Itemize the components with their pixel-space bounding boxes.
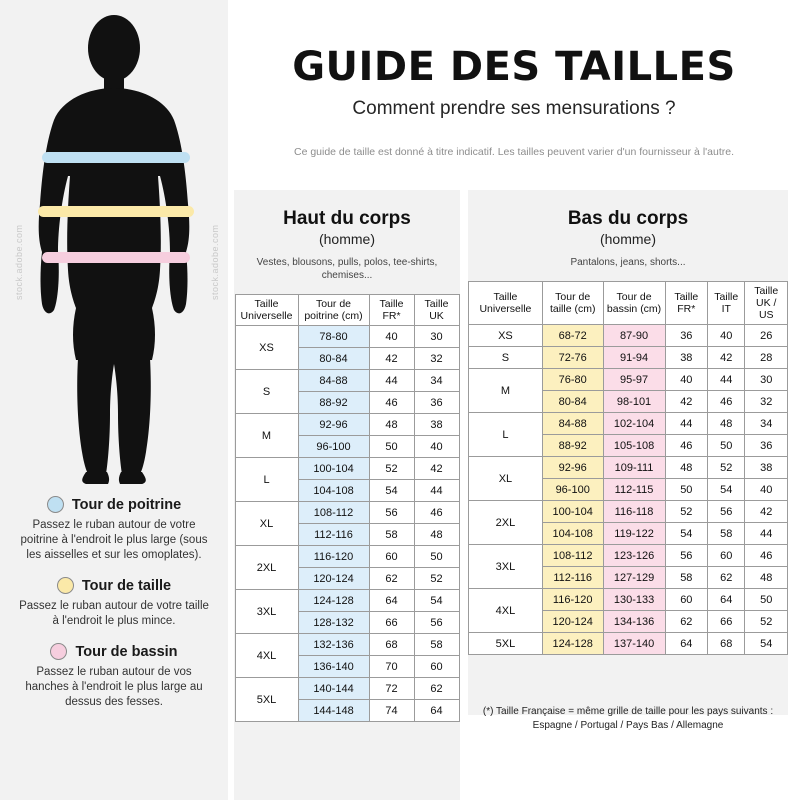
cell-fr: 36 bbox=[665, 325, 707, 347]
hip-measure-band bbox=[42, 252, 190, 263]
cell-chest: 78-80 bbox=[298, 326, 369, 348]
col-it: Taille IT bbox=[708, 282, 745, 325]
cell-uk: 58 bbox=[414, 634, 459, 656]
cell-fr: 62 bbox=[369, 568, 414, 590]
col-uk-us: Taille UK / US bbox=[745, 282, 788, 325]
cell-it: 48 bbox=[708, 413, 745, 435]
cell-it: 58 bbox=[708, 523, 745, 545]
table-row bbox=[469, 457, 788, 479]
cell-chest: 124-128 bbox=[298, 590, 369, 612]
cell-fr: 60 bbox=[369, 546, 414, 568]
hip-color-dot-icon bbox=[50, 643, 67, 660]
cell-chest: 140-144 bbox=[298, 678, 369, 700]
table-row bbox=[235, 458, 459, 480]
table-row bbox=[235, 326, 459, 348]
cell-hip: 116-118 bbox=[603, 501, 665, 523]
cell-fr: 56 bbox=[665, 545, 707, 567]
col-fr: Taille FR* bbox=[665, 282, 707, 325]
cell-chest: 128-132 bbox=[298, 612, 369, 634]
cell-size: L bbox=[235, 458, 298, 502]
waist-color-dot-icon bbox=[57, 577, 74, 594]
table-row bbox=[235, 370, 459, 392]
cell-size: M bbox=[235, 414, 298, 458]
cell-fr: 40 bbox=[369, 326, 414, 348]
cell-size: XS bbox=[469, 325, 543, 347]
cell-fr: 56 bbox=[369, 502, 414, 524]
cell-uk-us: 36 bbox=[745, 435, 788, 457]
cell-fr: 74 bbox=[369, 700, 414, 722]
cell-it: 42 bbox=[708, 347, 745, 369]
cell-uk: 64 bbox=[414, 700, 459, 722]
cell-fr: 52 bbox=[369, 458, 414, 480]
cell-fr: 50 bbox=[369, 436, 414, 458]
lower-body-panel-head bbox=[468, 190, 788, 269]
cell-uk-us: 42 bbox=[745, 501, 788, 523]
cell-fr: 40 bbox=[665, 369, 707, 391]
watermark-left: stock.adobe.com bbox=[14, 224, 24, 300]
cell-uk: 56 bbox=[414, 612, 459, 634]
cell-hip: 102-104 bbox=[603, 413, 665, 435]
legend-item-waist bbox=[16, 577, 212, 629]
cell-it: 60 bbox=[708, 545, 745, 567]
disclaimer-text: Ce guide de taille est donné à titre indicatif. Les tailles peuvent varier d'un fournisseur à l'autre. bbox=[293, 146, 734, 158]
table-header-row bbox=[469, 282, 788, 325]
cell-fr: 42 bbox=[665, 391, 707, 413]
cell-uk-us: 48 bbox=[745, 567, 788, 589]
cell-hip: 137-140 bbox=[603, 633, 665, 655]
cell-uk: 60 bbox=[414, 656, 459, 678]
cell-uk-us: 46 bbox=[745, 545, 788, 567]
cell-uk-us: 38 bbox=[745, 457, 788, 479]
cell-waist: 116-120 bbox=[542, 589, 603, 611]
cell-fr: 64 bbox=[665, 633, 707, 655]
cell-fr: 42 bbox=[369, 348, 414, 370]
cell-uk: 48 bbox=[414, 524, 459, 546]
table-row bbox=[235, 634, 459, 656]
cell-uk-us: 32 bbox=[745, 391, 788, 413]
cell-chest: 100-104 bbox=[298, 458, 369, 480]
cell-uk: 50 bbox=[414, 546, 459, 568]
cell-hip: 105-108 bbox=[603, 435, 665, 457]
col-waist: Tour de taille (cm) bbox=[542, 282, 603, 325]
cell-size: M bbox=[469, 369, 543, 413]
cell-size: 4XL bbox=[469, 589, 543, 633]
cell-hip: 91-94 bbox=[603, 347, 665, 369]
cell-uk-us: 40 bbox=[745, 479, 788, 501]
cell-fr: 48 bbox=[665, 457, 707, 479]
col-uk: Taille UK bbox=[414, 295, 459, 326]
cell-size: 5XL bbox=[235, 678, 298, 722]
cell-size: XS bbox=[235, 326, 298, 370]
col-fr: Taille FR* bbox=[369, 295, 414, 326]
cell-chest: 84-88 bbox=[298, 370, 369, 392]
cell-waist: 76-80 bbox=[542, 369, 603, 391]
cell-uk-us: 50 bbox=[745, 589, 788, 611]
page-subtitle: Comment prendre ses mensurations ? bbox=[352, 98, 676, 119]
cell-it: 50 bbox=[708, 435, 745, 457]
cell-size: 4XL bbox=[235, 634, 298, 678]
legend-desc-chest: Passez le ruban autour de votre poitrine à l'endroit le plus large (sous les aisselles et sur les omoplates). bbox=[20, 519, 208, 561]
legend-head-waist bbox=[16, 577, 212, 594]
cell-fr: 66 bbox=[369, 612, 414, 634]
cell-hip: 123-126 bbox=[603, 545, 665, 567]
table-row bbox=[235, 678, 459, 700]
lower-body-note: Pantalons, jeans, shorts... bbox=[570, 257, 686, 268]
cell-waist: 120-124 bbox=[542, 611, 603, 633]
legend-desc-waist: Passez le ruban autour de votre taille à l'endroit le plus mince. bbox=[19, 600, 209, 627]
cell-fr: 38 bbox=[665, 347, 707, 369]
lower-body-subtitle: (homme) bbox=[599, 231, 656, 247]
legend-head-hip bbox=[16, 643, 212, 660]
lower-body-panel bbox=[468, 190, 788, 715]
cell-uk-us: 28 bbox=[745, 347, 788, 369]
table-row bbox=[469, 369, 788, 391]
cell-fr: 58 bbox=[665, 567, 707, 589]
cell-chest: 116-120 bbox=[298, 546, 369, 568]
cell-hip: 127-129 bbox=[603, 567, 665, 589]
silhouette-figure bbox=[0, 0, 228, 492]
cell-size: 3XL bbox=[469, 545, 543, 589]
cell-it: 64 bbox=[708, 589, 745, 611]
table-row bbox=[469, 325, 788, 347]
cell-size: 3XL bbox=[235, 590, 298, 634]
page-title: GUIDE DES TAILLES bbox=[292, 44, 736, 90]
table-row bbox=[469, 413, 788, 435]
legend-head-chest bbox=[16, 496, 212, 513]
cell-fr: 62 bbox=[665, 611, 707, 633]
cell-fr: 54 bbox=[665, 523, 707, 545]
cell-it: 62 bbox=[708, 567, 745, 589]
page-header bbox=[228, 0, 800, 158]
cell-uk: 40 bbox=[414, 436, 459, 458]
cell-waist: 100-104 bbox=[542, 501, 603, 523]
cell-uk: 34 bbox=[414, 370, 459, 392]
table-row bbox=[469, 501, 788, 523]
cell-chest: 80-84 bbox=[298, 348, 369, 370]
cell-size: S bbox=[235, 370, 298, 414]
legend-desc-hip: Passez le ruban autour de vos hanches à l'endroit le plus large au dessus des fesses. bbox=[25, 666, 203, 708]
table-row bbox=[235, 546, 459, 568]
cell-chest: 132-136 bbox=[298, 634, 369, 656]
cell-uk: 54 bbox=[414, 590, 459, 612]
legend-title-waist: Tour de taille bbox=[81, 577, 172, 594]
cell-uk: 30 bbox=[414, 326, 459, 348]
cell-uk: 44 bbox=[414, 480, 459, 502]
legend-title-chest: Tour de poitrine bbox=[71, 496, 182, 513]
measurement-legend bbox=[0, 492, 228, 710]
cell-uk: 46 bbox=[414, 502, 459, 524]
cell-waist: 88-92 bbox=[542, 435, 603, 457]
cell-size: XL bbox=[469, 457, 543, 501]
col-universal-size: Taille Universelle bbox=[469, 282, 543, 325]
cell-uk-us: 44 bbox=[745, 523, 788, 545]
table-row bbox=[469, 589, 788, 611]
cell-fr: 72 bbox=[369, 678, 414, 700]
table-header-row bbox=[235, 295, 459, 326]
legend-title-hip: Tour de bassin bbox=[75, 643, 178, 660]
cell-fr: 52 bbox=[665, 501, 707, 523]
cell-size: 5XL bbox=[469, 633, 543, 655]
col-chest: Tour de poitrine (cm) bbox=[298, 295, 369, 326]
cell-uk-us: 52 bbox=[745, 611, 788, 633]
cell-uk-us: 26 bbox=[745, 325, 788, 347]
cell-uk-us: 34 bbox=[745, 413, 788, 435]
upper-body-panel-head bbox=[234, 190, 460, 282]
cell-size: S bbox=[469, 347, 543, 369]
cell-waist: 92-96 bbox=[542, 457, 603, 479]
cell-waist: 80-84 bbox=[542, 391, 603, 413]
table-row bbox=[469, 633, 788, 655]
cell-uk: 36 bbox=[414, 392, 459, 414]
upper-body-note: Vestes, blousons, pulls, polos, tee-shirts, chemises... bbox=[256, 257, 438, 281]
upper-body-title: Haut du corps bbox=[283, 208, 411, 229]
table-row bbox=[469, 347, 788, 369]
table-row bbox=[469, 545, 788, 567]
lower-body-table-body bbox=[469, 325, 788, 655]
cell-it: 66 bbox=[708, 611, 745, 633]
cell-chest: 104-108 bbox=[298, 480, 369, 502]
cell-fr: 58 bbox=[369, 524, 414, 546]
watermark-right: stock.adobe.com bbox=[210, 224, 220, 300]
cell-fr: 50 bbox=[665, 479, 707, 501]
cell-hip: 119-122 bbox=[603, 523, 665, 545]
table-row bbox=[235, 590, 459, 612]
cell-it: 44 bbox=[708, 369, 745, 391]
cell-hip: 87-90 bbox=[603, 325, 665, 347]
waist-measure-band bbox=[38, 206, 194, 217]
table-row bbox=[235, 502, 459, 524]
cell-fr: 64 bbox=[369, 590, 414, 612]
footnote-text: (*) Taille Française = même grille de taille pour les pays suivants : Espagne / Portugal / Pays Bas / Allemagne bbox=[482, 706, 774, 731]
col-hip: Tour de bassin (cm) bbox=[603, 282, 665, 325]
cell-it: 54 bbox=[708, 479, 745, 501]
cell-chest: 120-124 bbox=[298, 568, 369, 590]
cell-hip: 134-136 bbox=[603, 611, 665, 633]
cell-uk: 32 bbox=[414, 348, 459, 370]
cell-fr: 46 bbox=[369, 392, 414, 414]
upper-body-table-body bbox=[235, 326, 459, 722]
cell-fr: 44 bbox=[665, 413, 707, 435]
cell-fr: 54 bbox=[369, 480, 414, 502]
cell-it: 68 bbox=[708, 633, 745, 655]
cell-uk: 38 bbox=[414, 414, 459, 436]
cell-chest: 144-148 bbox=[298, 700, 369, 722]
cell-waist: 104-108 bbox=[542, 523, 603, 545]
cell-chest: 112-116 bbox=[298, 524, 369, 546]
cell-hip: 109-111 bbox=[603, 457, 665, 479]
cell-chest: 108-112 bbox=[298, 502, 369, 524]
cell-size: 2XL bbox=[469, 501, 543, 545]
cell-fr: 46 bbox=[665, 435, 707, 457]
cell-size: L bbox=[469, 413, 543, 457]
cell-waist: 96-100 bbox=[542, 479, 603, 501]
cell-chest: 96-100 bbox=[298, 436, 369, 458]
table-row bbox=[235, 414, 459, 436]
cell-waist: 72-76 bbox=[542, 347, 603, 369]
cell-chest: 136-140 bbox=[298, 656, 369, 678]
cell-it: 56 bbox=[708, 501, 745, 523]
cell-hip: 98-101 bbox=[603, 391, 665, 413]
chest-color-dot-icon bbox=[47, 496, 64, 513]
upper-body-subtitle: (homme) bbox=[318, 231, 375, 247]
cell-hip: 130-133 bbox=[603, 589, 665, 611]
cell-it: 52 bbox=[708, 457, 745, 479]
col-universal-size: Taille Universelle bbox=[235, 295, 298, 326]
cell-chest: 92-96 bbox=[298, 414, 369, 436]
cell-waist: 84-88 bbox=[542, 413, 603, 435]
cell-waist: 112-116 bbox=[542, 567, 603, 589]
cell-it: 40 bbox=[708, 325, 745, 347]
cell-chest: 88-92 bbox=[298, 392, 369, 414]
cell-size: XL bbox=[235, 502, 298, 546]
male-body-silhouette-icon bbox=[28, 8, 200, 488]
cell-waist: 108-112 bbox=[542, 545, 603, 567]
cell-waist: 68-72 bbox=[542, 325, 603, 347]
cell-uk: 42 bbox=[414, 458, 459, 480]
cell-it: 46 bbox=[708, 391, 745, 413]
legend-item-chest bbox=[16, 496, 212, 563]
chest-measure-band bbox=[42, 152, 190, 163]
lower-body-size-table bbox=[468, 281, 788, 655]
cell-hip: 95-97 bbox=[603, 369, 665, 391]
cell-fr: 70 bbox=[369, 656, 414, 678]
cell-fr: 48 bbox=[369, 414, 414, 436]
cell-fr: 44 bbox=[369, 370, 414, 392]
cell-uk-us: 30 bbox=[745, 369, 788, 391]
upper-body-panel bbox=[234, 190, 460, 800]
upper-body-size-table bbox=[235, 294, 460, 722]
cell-uk: 62 bbox=[414, 678, 459, 700]
left-panel bbox=[0, 0, 228, 800]
cell-uk-us: 54 bbox=[745, 633, 788, 655]
lower-body-title: Bas du corps bbox=[567, 208, 689, 229]
cell-uk: 52 bbox=[414, 568, 459, 590]
cell-fr: 68 bbox=[369, 634, 414, 656]
cell-waist: 124-128 bbox=[542, 633, 603, 655]
cell-size: 2XL bbox=[235, 546, 298, 590]
cell-fr: 60 bbox=[665, 589, 707, 611]
legend-item-hip bbox=[16, 643, 212, 710]
cell-hip: 112-115 bbox=[603, 479, 665, 501]
